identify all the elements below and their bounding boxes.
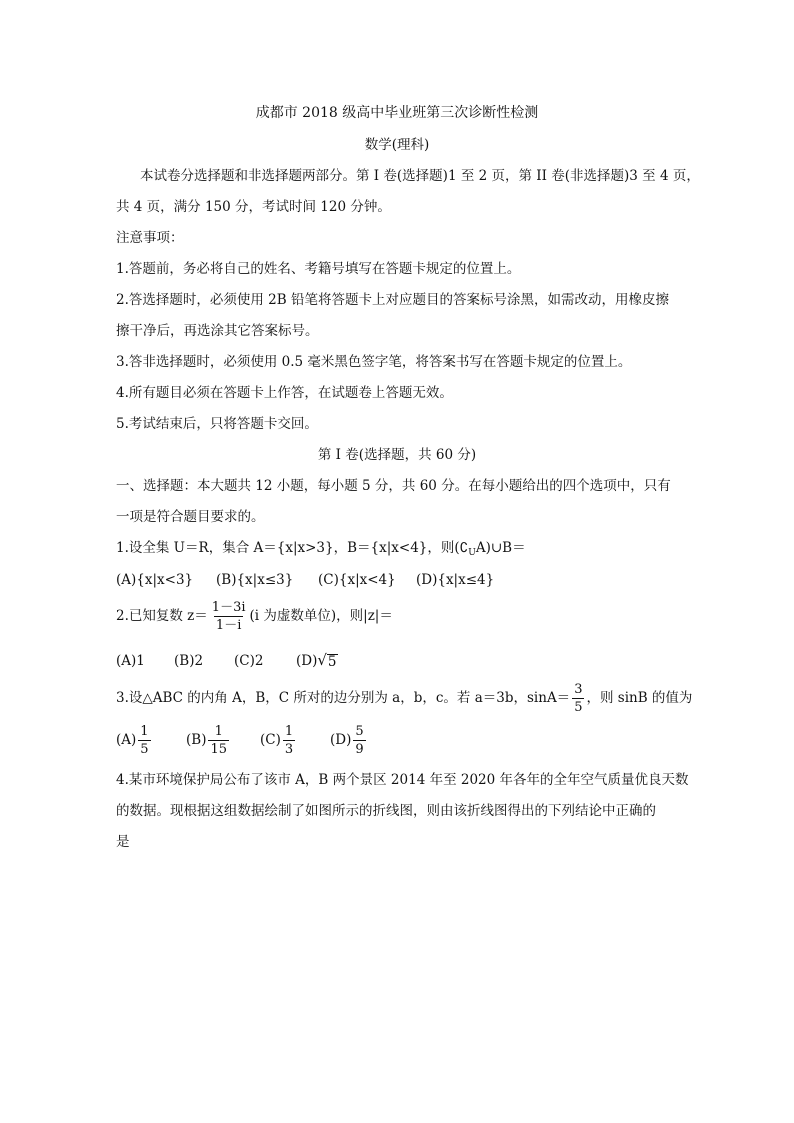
question-2-stem-part-b: (i 为虚数单位)，则|z|＝	[249, 608, 393, 624]
question-1-stem	[116, 538, 526, 563]
fraction-numerator: 5	[355, 724, 364, 739]
question-3-choices	[116, 722, 368, 758]
option-label: (A)	[116, 732, 137, 748]
question-1-option-d: (D){x|x≤4}	[416, 572, 495, 588]
question-2-option-d	[296, 650, 338, 671]
question-1-stem-part-b: A)∪B＝	[475, 540, 526, 556]
question-1-choices	[116, 570, 494, 590]
fraction-denominator: 3	[284, 742, 294, 757]
fraction-numerator: 1	[140, 724, 149, 739]
option-fraction	[208, 724, 229, 757]
notice-item-5: 5.考试结束后，只将答题卡交回。	[116, 416, 318, 432]
question-3-stem-part-a: 3.设△ABC 的内角 A，B，C 所对的边分别为 a，b，c。若 a＝3b，sinA＝	[116, 690, 571, 706]
notice-heading: 注意事项：	[116, 230, 184, 246]
intro-line-1: 本试卷分选择题和非选择题两部分。第 I 卷(选择题)1 至 2 页，第 II 卷(非选择题)3 至 4 页，	[140, 168, 700, 184]
section-heading: 第 I 卷(选择题，共 60 分)	[317, 447, 477, 463]
question-3-option-b	[186, 722, 260, 758]
question-2-stem-part-a: 2.已知复数 z＝	[116, 608, 208, 624]
fraction-denominator: 5	[140, 742, 149, 757]
question-4-line-1: 4.某市环境保护局公布了该市 A，B 两个景区 2014 年至 2020 年各年的全年空气质量优良天数	[116, 772, 689, 788]
exam-subtitle: 数学(理科)	[364, 137, 430, 153]
section-instruction-2: 一项是符合题目要求的。	[116, 509, 265, 525]
question-2-option-a: (A)1	[116, 653, 145, 669]
question-1-option-c: (C){x|x<4}	[318, 572, 396, 588]
question-2-option-b: (B)2	[174, 653, 204, 669]
fraction-denominator: 5	[574, 700, 583, 715]
section-instruction-1: 一、选择题：本大题共 12 小题，每小题 5 分，共 60 分。在每小题给出的四个选项中，只有	[116, 478, 671, 494]
fraction-numerator: 3	[574, 682, 583, 697]
question-4-line-3: 是	[116, 834, 130, 850]
question-3-option-a	[116, 722, 186, 758]
intro-line-2: 共 4 页，满分 150 分，考试时间 120 分钟。	[116, 199, 391, 215]
fraction-numerator: 1	[284, 724, 294, 739]
notice-item-2a: 2.答选择题时，必须使用 2B 铅笔将答题卡上对应题目的答案标号涂黑，如需改动，用橡皮擦	[116, 292, 669, 308]
exam-title: 成都市 2018 级高中毕业班第三次诊断性检测	[255, 105, 539, 121]
notice-item-2b: 擦干净后，再选涂其它答案标号。	[116, 323, 319, 339]
option-label: (B)	[186, 732, 207, 748]
notice-item-1: 1.答题前，务必将自己的姓名、考籍号填写在答题卡规定的位置上。	[116, 261, 521, 277]
fraction-denominator: 9	[355, 742, 364, 757]
option-label: (D)	[330, 732, 352, 748]
question-3-option-d	[330, 722, 368, 758]
question-4-line-2: 的数据。现根据这组数据绘制了如图所示的折线图，则由该折线图得出的下列结论中正确的	[116, 803, 656, 819]
question-2-choices	[116, 650, 338, 671]
fraction-numerator: 1－3i	[211, 600, 246, 615]
radicand: 5	[327, 654, 337, 670]
question-2-fraction	[210, 600, 248, 633]
option-fraction	[138, 724, 150, 757]
question-1-option-a: (A){x|x<3}	[116, 572, 194, 588]
question-1-stem-part-a: 1.设全集 U＝R，集合 A＝{x|x>3}，B＝{x|x<4}，则(∁	[116, 540, 469, 556]
fraction-denominator: 15	[210, 742, 228, 757]
question-2-stem	[116, 598, 393, 634]
fraction-denominator: 1－i	[215, 618, 242, 633]
square-root	[317, 650, 337, 670]
fraction-numerator: 1	[214, 724, 223, 739]
option-label: (C)	[260, 732, 281, 748]
question-3-fraction	[572, 682, 584, 715]
notice-item-3: 3.答非选择题时，必须使用 0.5 毫米黑色签字笔，将答案书写在答题卡规定的位置上。	[116, 354, 632, 370]
question-3-option-c	[260, 722, 330, 758]
question-1-option-b: (B){x|x≤3}	[216, 572, 294, 588]
option-fraction	[353, 724, 365, 757]
question-3-stem-part-b: ，则 sinB 的值为	[586, 690, 693, 706]
notice-item-4: 4.所有题目必须在答题卡上作答，在试题卷上答题无效。	[116, 385, 453, 401]
radical-sign-icon: √	[317, 651, 327, 669]
question-2-option-c: (C)2	[234, 653, 264, 669]
complement-subscript: U	[468, 548, 476, 558]
option-label: (D)	[296, 653, 318, 669]
question-3-stem	[116, 680, 692, 716]
option-fraction	[283, 724, 295, 757]
